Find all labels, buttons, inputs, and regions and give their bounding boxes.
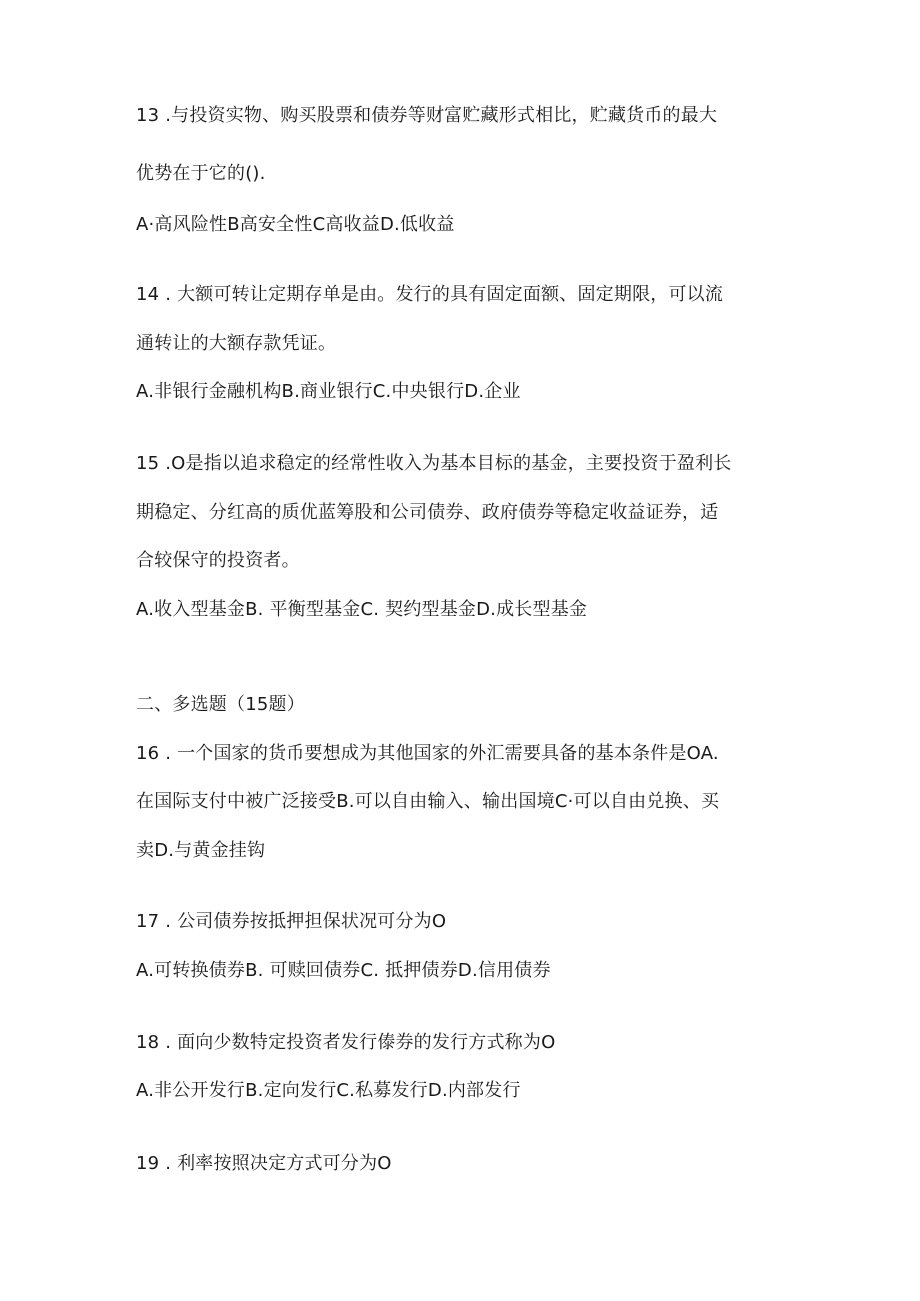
q16-stem-line2: 在国际支付中被广泛接受B.可以自由输入、输出国境C·可以自由兑换、买: [136, 791, 720, 812]
q16-stem-line1: 16 . 一个国家的货币要想成为其他国家的外汇需要具备的基本条件是OA.: [136, 743, 719, 764]
q15-stem-line2: 期稳定、分红高的质优蓝筹股和公司债券、政府债券等稳定收益证券，适: [136, 502, 719, 523]
q13-stem-line1: 13 .与投资实物、购买股票和债券等财富贮藏形式相比，贮藏货币的最大: [136, 105, 718, 126]
q15-options: A.收入型基金B. 平衡型基金C. 契约型基金D.成长型基金: [136, 599, 588, 620]
q16-stem-line3: 卖D.与黄金挂钩: [136, 840, 266, 861]
q19-stem-line1: 19 . 利率按照决定方式可分为O: [136, 1153, 392, 1174]
q18-stem-line1: 18 . 面向少数特定投资者发行傣券的发行方式称为O: [136, 1032, 556, 1053]
q13-stem-line2: 优势在于它的().: [136, 163, 266, 184]
q13-options: A·高风险性B高安全性C高收益D.低收益: [136, 214, 455, 235]
q15-stem-line3: 合较保守的投资者。: [136, 550, 300, 571]
q14-stem-line2: 通转让的大额存款凭证。: [136, 333, 337, 354]
q17-stem-line1: 17 . 公司债券按抵押担保状况可分为O: [136, 911, 447, 932]
section-heading: 二、多选题（15题）: [136, 694, 305, 715]
q15-stem-line1: 15 .O是指以追求稳定的经常性收入为基本目标的基金，主要投资于盈利长: [136, 453, 732, 474]
q18-options: A.非公开发行B.定向发行C.私募发行D.内部发行: [136, 1080, 521, 1101]
q14-options: A.非银行金融机构B.商业银行C.中央银行D.企业: [136, 381, 521, 402]
q17-options: A.可转换债券B. 可赎回债券C. 抵押债券D.信用债券: [136, 960, 551, 981]
q14-stem-line1: 14 . 大额可转让定期存单是由。发行的具有固定面额、固定期限，可以流: [136, 284, 724, 305]
